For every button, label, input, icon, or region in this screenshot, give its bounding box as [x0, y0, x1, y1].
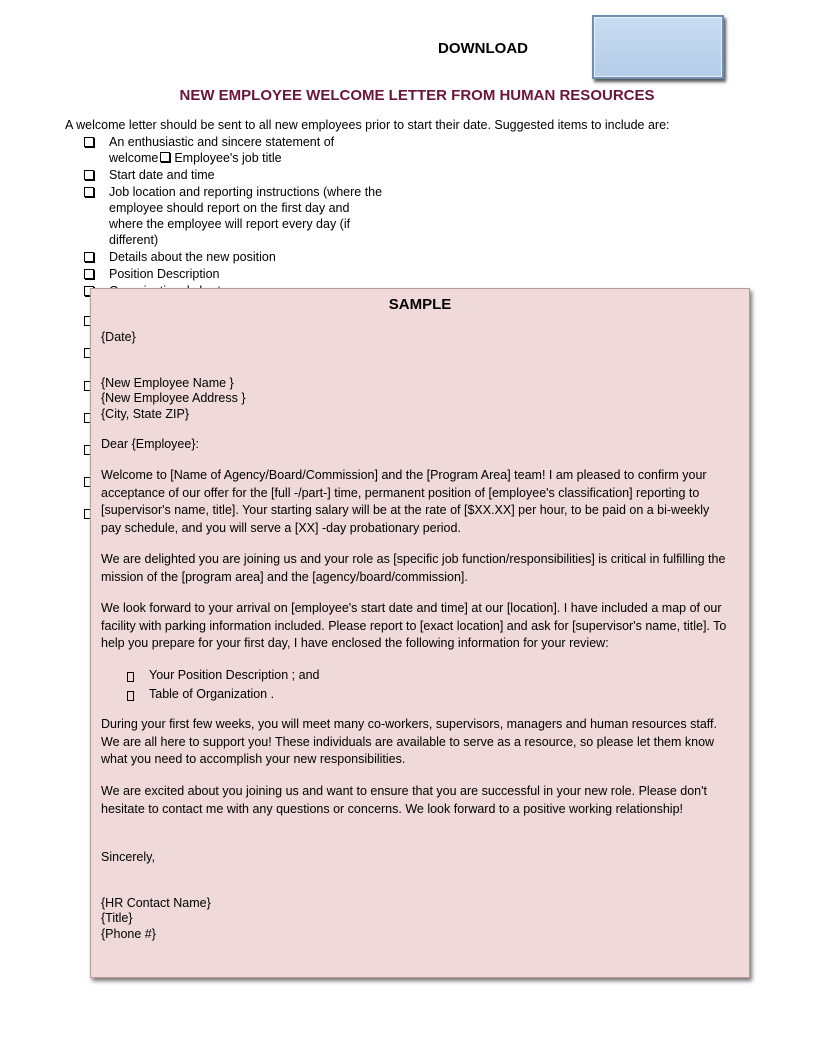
download-label: DOWNLOAD	[438, 40, 528, 57]
paragraph-first-weeks: During your first few weeks, you will meet many co-workers, supervisors, managers and human resources staff. We are all here to support you! These individuals are available to serve as a resource, so please let them know what you need to accomplish your new responsibilities.	[101, 717, 717, 766]
enclosure-text: Table of Organization .	[149, 687, 275, 701]
address-street: {New Employee Address }	[101, 391, 246, 405]
item-text: Start date and time	[109, 168, 215, 182]
list-item	[84, 266, 384, 282]
checkbox-bullet-icon	[84, 187, 94, 197]
closing: Sincerely,	[101, 850, 155, 864]
checkbox-bullet-icon	[84, 269, 94, 279]
item-text: Details about the new position	[109, 250, 276, 264]
address-name: {New Employee Name }	[101, 376, 234, 390]
sample-title: SAMPLE	[388, 296, 452, 313]
item-text: An enthusiastic and sincere statement of	[109, 135, 335, 149]
enclosure-text: Your Position Description ; and	[149, 668, 320, 682]
list-item	[84, 184, 384, 248]
paragraph-arrival: We look forward to your arrival on [employee's start date and time] at our [location]. I have included a map of our facility with parking information included. Please report to [exact location] and ask for [supervisor's name, title]. To help you prepare for your first day, I have enclosed the following information for your review:	[101, 601, 727, 650]
bullet-icon	[127, 691, 134, 701]
list-item	[84, 249, 384, 265]
item-text: Employee's job title	[174, 151, 282, 165]
bullet-icon	[127, 672, 134, 682]
item-text: welcome	[109, 151, 159, 165]
letter-date: {Date}	[101, 330, 136, 344]
paragraph-closing: We are excited about you joining us and want to ensure that you are successful in your new role. Please don't hesitate to contact me with any questions or concerns. We look forward to a positive working relationship!	[101, 784, 707, 816]
signature-name: {HR Contact Name}	[101, 896, 211, 910]
checkbox-bullet-icon	[84, 252, 94, 262]
item-text: Job location and reporting instructions (where the employee should report on the first day and where the employee will report every day (if different)	[109, 185, 383, 247]
sample-letter-box	[90, 288, 750, 978]
list-item	[84, 167, 384, 183]
signature-phone: {Phone #}	[101, 927, 156, 941]
item-text: Position Description	[109, 267, 220, 281]
suggested-items-list	[84, 134, 384, 300]
intro-text: A welcome letter should be sent to all new employees prior to start their date. Suggested items to include are:	[65, 118, 670, 132]
paragraph-role: We are delighted you are joining us and your role as [specific job function/responsibilities] is critical in fulfilling the mission of the [program area] and the [agency/board/commission].	[101, 552, 726, 584]
salutation: Dear {Employee}:	[101, 437, 199, 451]
checkbox-bullet-icon	[84, 170, 94, 180]
page-title: NEW EMPLOYEE WELCOME LETTER FROM HUMAN RESOURCES	[179, 87, 655, 104]
signature-title: {Title}	[101, 911, 133, 925]
address-city: {City, State ZIP}	[101, 407, 190, 421]
paragraph-welcome: Welcome to [Name of Agency/Board/Commission] and the [Program Area] team! I am pleased to confirm your acceptance of our offer for the [full -/part-] time, permanent position of [employee's classification] reporting to [supervisor's name, title]. Your starting salary will be at the rate of [$XX.XX] per hour, to be paid on a bi-weekly pay schedule, and you will serve a [XX] -day probationary period.	[101, 468, 710, 535]
list-item	[84, 134, 384, 166]
download-button[interactable]	[592, 15, 724, 79]
checkbox-bullet-icon	[84, 137, 94, 147]
checkbox-bullet-icon	[160, 152, 170, 162]
